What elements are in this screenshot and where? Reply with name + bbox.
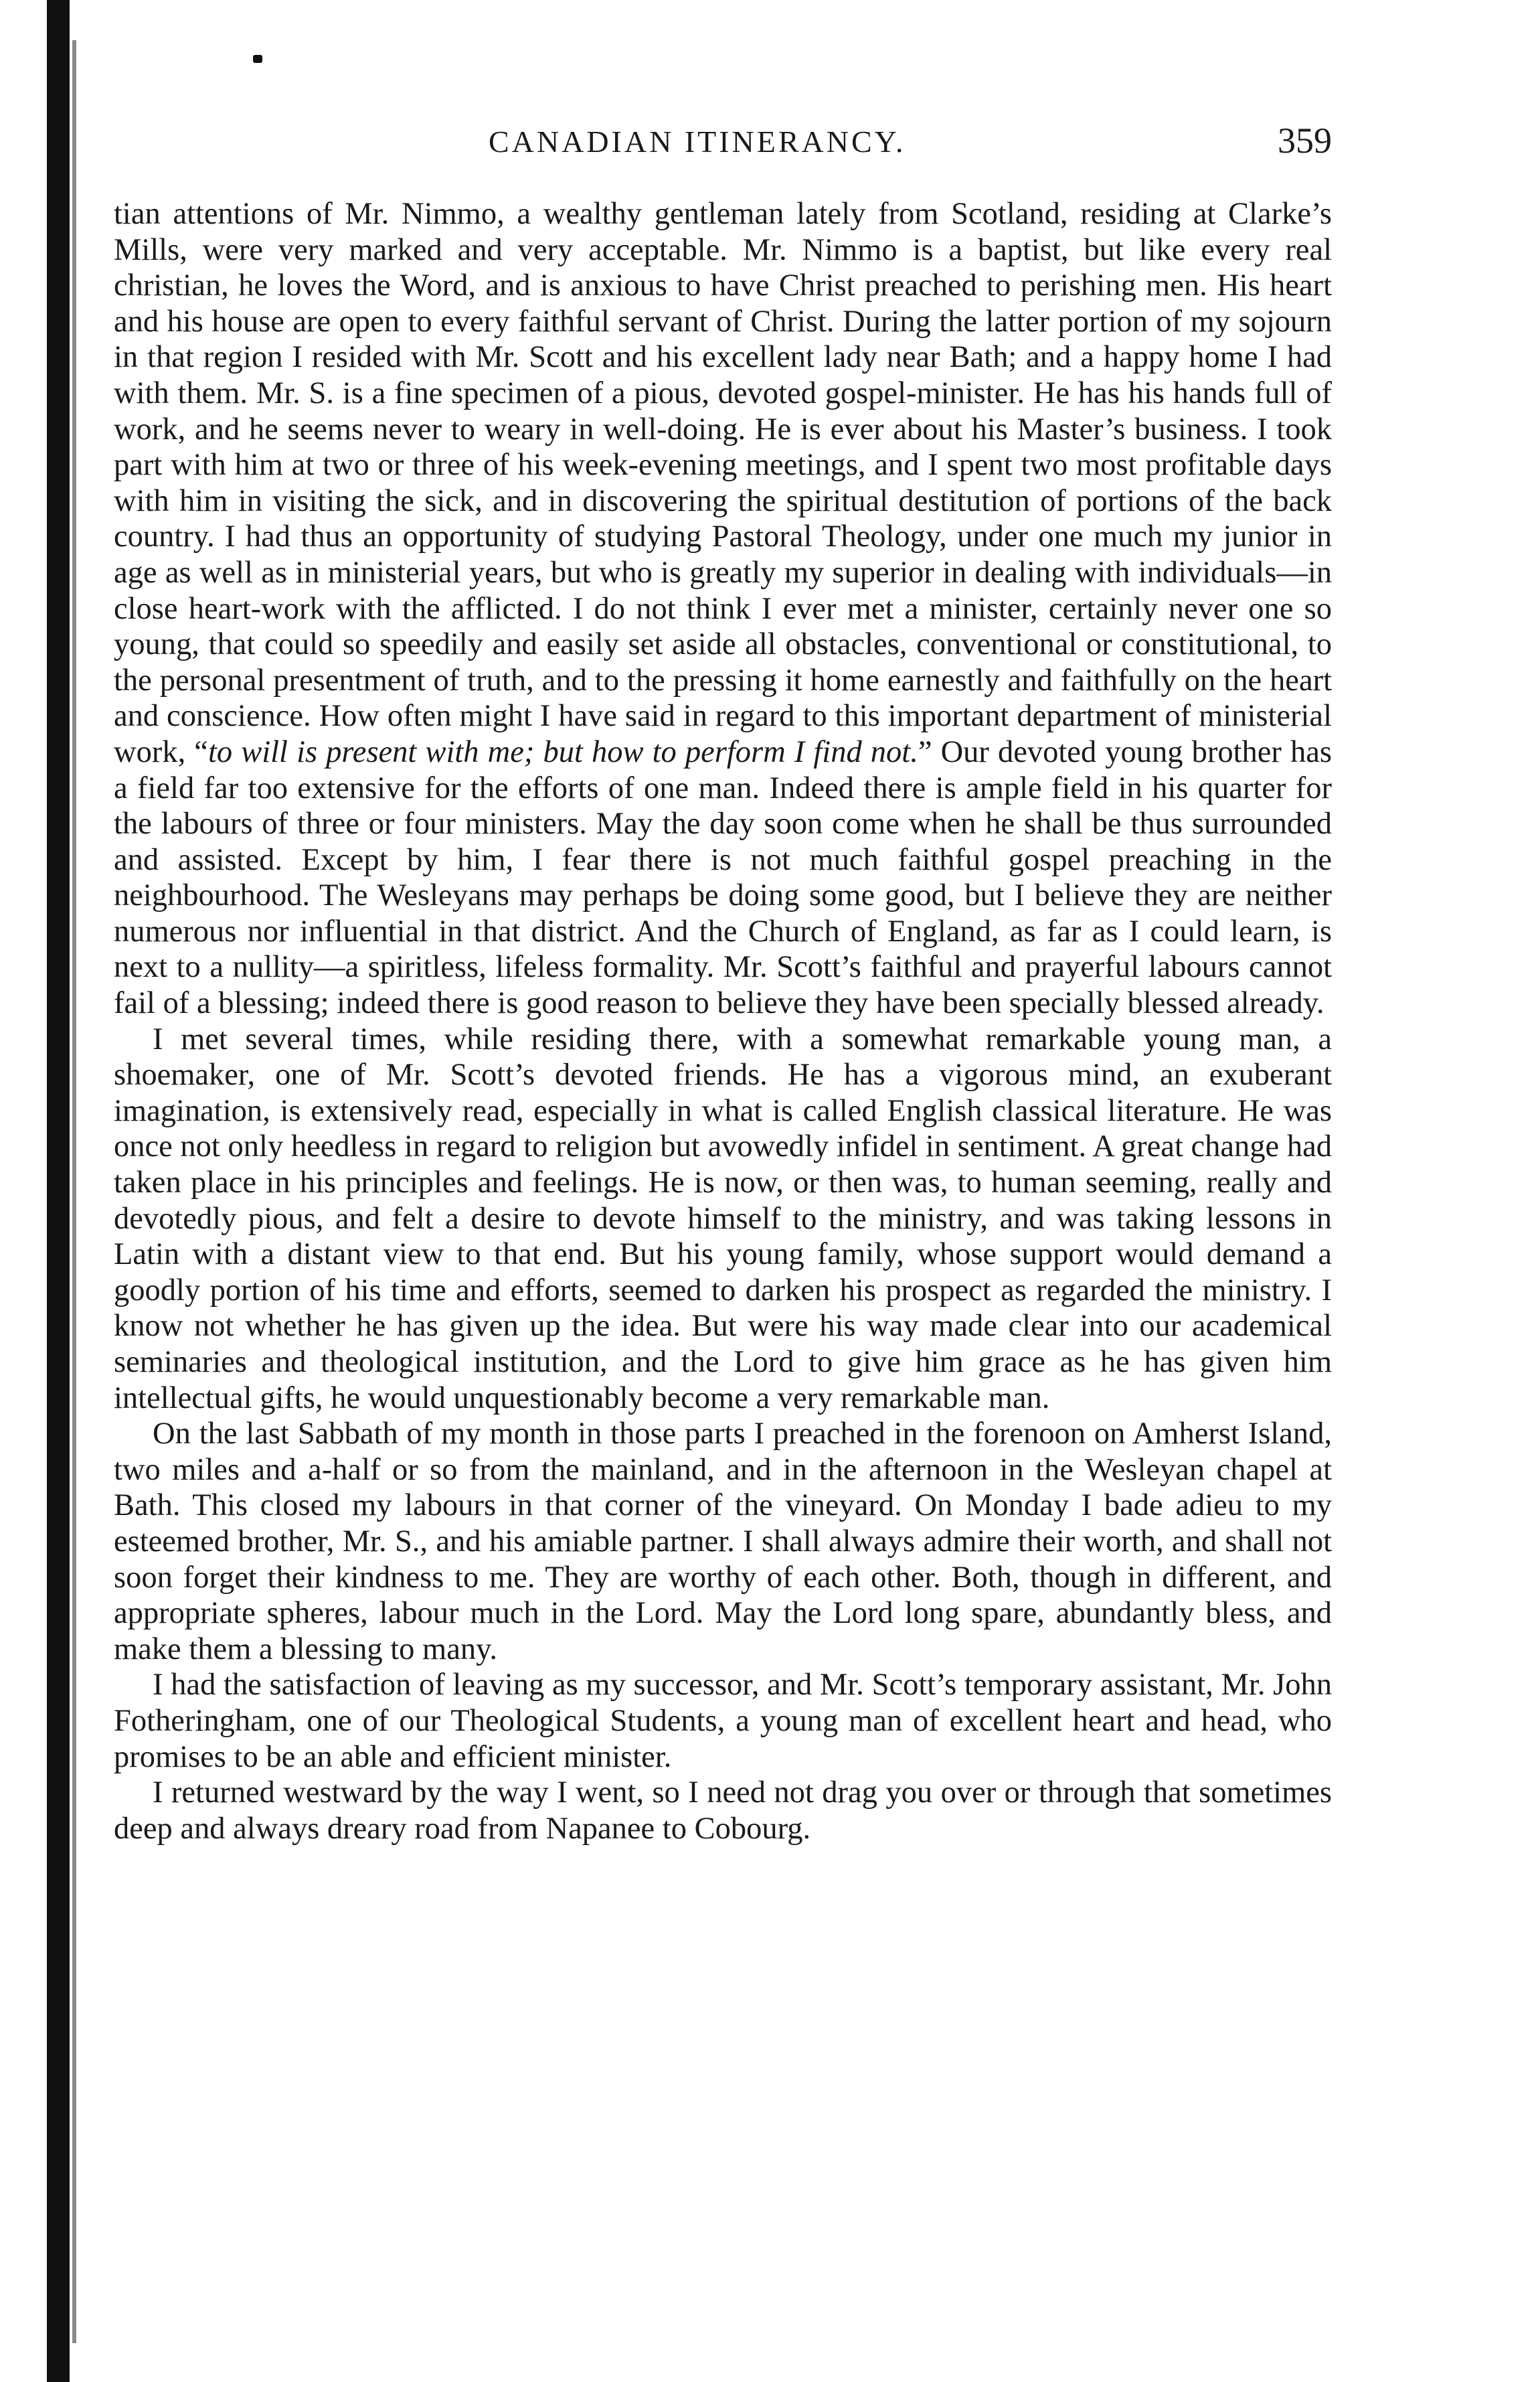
paragraph-text: I returned westward by the way I went, so I need not drag you over or through that sometimes deep and always dreary road from Napanee to Cobourg.	[114, 1775, 1332, 1846]
paragraph-text: I met several times, while residing there, with a somewhat remarkable young man, a shoemaker, one of Mr. Scott’s devoted friends. He has a vigorous mind, an exuberant imagination, is extensively read, especially in what is called English classical literature. He was once not only heedless in regard to religion but avowedly infidel in sentiment. A great change had taken place in his principles and feelings. He is now, or then was, to human seeming, really and devotedly pious, and felt a desire to devote himself to the ministry, and was taking lessons in Latin with a distant view to that end. But his young family, whose support would demand a goodly portion of his time and efforts, seemed to darken his prospect as regarded the ministry. I know not whether he has given up the idea. But were his way made clear into our academical seminaries and theological institution, and the Lord to give him grace as he has given him intellectual gifts, he would unquestionably become a very remarkable man.	[114, 1022, 1332, 1415]
paragraph	[114, 1022, 1332, 1417]
running-head: CANADIAN ITINERANCY.	[489, 125, 906, 159]
paragraph-text: On the last Sabbath of my month in those parts I preached in the forenoon on Amherst Island, two miles and a-half or so from the mainland, and in the afternoon in the Wesleyan chapel at Bath. This closed my labours in that corner of the vineyard. On Monday I bade adieu to my esteemed brother, Mr. S., and his amiable partner. I shall always admire their worth, and shall not soon forget their kindness to me. They are worthy of each other. Both, though in different, and appropriate spheres, labour much in the Lord. May the Lord long spare, abundantly bless, and make them a blessing to many.	[114, 1417, 1332, 1666]
book-page	[114, 117, 1332, 1846]
paragraph	[114, 1416, 1332, 1667]
scripture-quotation: to will is present with me; but how to perform I find not.	[207, 734, 918, 769]
paragraph	[114, 1775, 1332, 1846]
ink-speck	[253, 55, 262, 63]
paragraph-text: tian attentions of Mr. Nimmo, a wealthy gentleman lately from Scotland, residing at Clarke’s Mills, were very marked and very acceptable. Mr. Nimmo is a baptist, but like every real christian, he loves the Word, and is anxious to have Christ preached to perishing men. His heart and his house are open to every faithful servant of Christ. During the latter portion of my sojourn in that region I resided with Mr. Scott and his excellent lady near Bath; and a happy home I had with them. Mr. S. is a fine specimen of a pious, devoted gospel-minister. He has his hands full of work, and he seems never to weary in well-doing. He is ever about his Master’s business. I took part with him at two or three of his week-evening meetings, and I spent two most profitable days with him in visiting the sick, and in discovering the spiritual destitution of portions of the back country. I had thus an opportunity of studying Pastoral Theology, under one much my junior in age as well as in ministerial years, but who is greatly my superior in dealing with individuals—in close heart-work with the afflicted. I do not think I ever met a minister, certainly never one so young, that could so speedily and easily set aside all obstacles, conventional or constitutional, to the personal presentment of truth, and to the pressing it home earnestly and faithfully on the heart and conscience. How often might I have said in regard to this important department of ministerial work, “	[114, 197, 1332, 769]
binding-edge	[47, 0, 70, 2382]
paragraph	[114, 1667, 1332, 1775]
page-number: 359	[1278, 121, 1332, 161]
paragraph-text: ” Our devoted young brother has a field far too extensive for the efforts of one man. Indeed there is ample field in his quarter for the labours of three or four ministers. May the day soon come when he shall be thus surrounded and assisted. Except by him, I fear there is not much faithful gospel preaching in the neighbourhood. The Wesleyans may perhaps be doing some good, but I believe they are neither numerous nor influential in that district. And the Church of England, as far as I could learn, is next to a nullity—a spiritless, lifeless formality. Mr. Scott’s faithful and prayerful labours cannot fail of a blessing; indeed there is good reason to believe they have been specially blessed already.	[114, 734, 1332, 1021]
paragraph	[114, 196, 1332, 1022]
body-text	[114, 196, 1332, 1846]
page-header	[114, 117, 1332, 177]
paragraph-text: I had the satisfaction of leaving as my successor, and Mr. Scott’s temporary assistant, Mr. John Fotheringham, one of our Theological Students, a young man of excellent heart and head, who promises to be an able and efficient minister.	[114, 1668, 1332, 1774]
